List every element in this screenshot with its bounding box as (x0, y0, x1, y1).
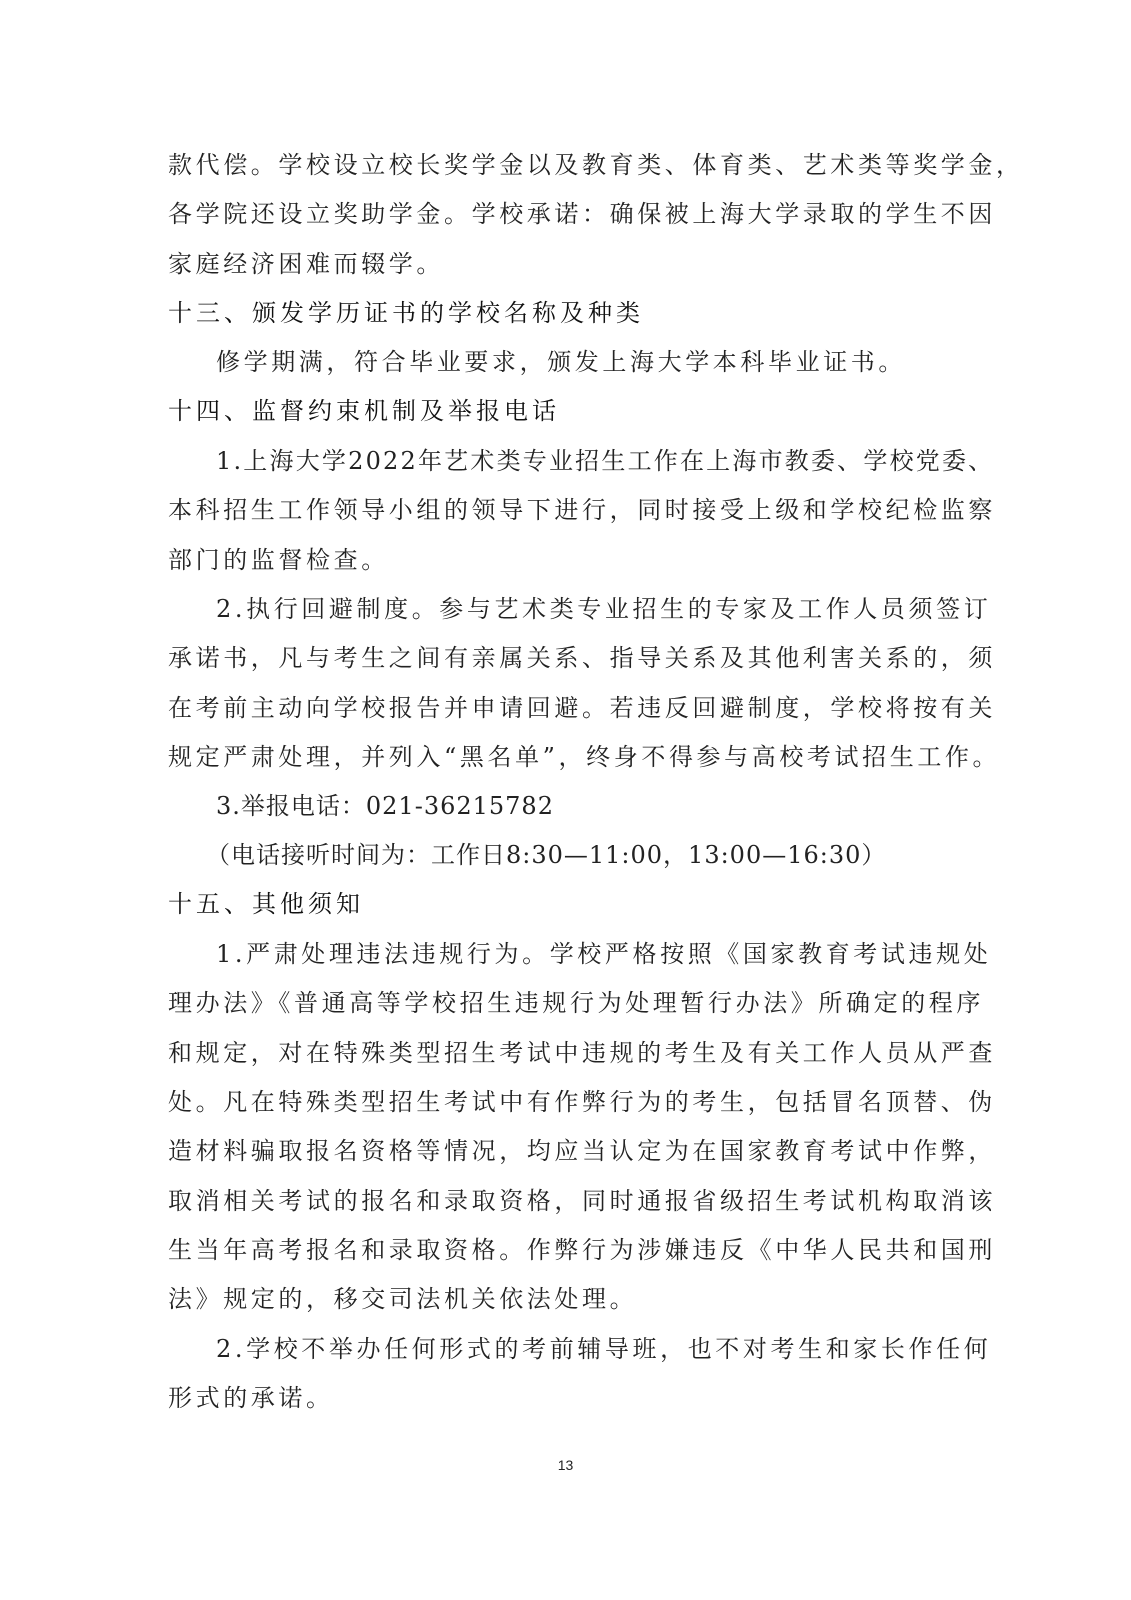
paragraph-line: 修学期满，符合毕业要求，颁发上海大学本科毕业证书。 (216, 348, 906, 376)
section-heading-13: 十三、颁发学历证书的学校名称及种类 (168, 299, 644, 327)
page-number: 13 (557, 1457, 574, 1473)
paragraph-line: 规定严肃处理，并列入“黑名单”，终身不得参与高校考试招生工作。 (168, 743, 1001, 771)
report-phone-line: 3.举报电话：021-36215782 (216, 792, 554, 820)
paragraph-line: 款代偿。学校设立校长奖学金以及教育类、体育类、艺术类等奖学金， (168, 151, 1024, 179)
paragraph-line: 家庭经济困难而辍学。 (168, 250, 444, 278)
paragraph-line: 1.严肃处理违法违规行为。学校严格按照《国家教育考试违规处 (216, 940, 992, 968)
paragraph-line: 承诺书，凡与考生之间有亲属关系、指导关系及其他利害关系的，须 (168, 644, 996, 672)
paragraph-line: 各学院还设立奖助学金。学校承诺：确保被上海大学录取的学生不因 (168, 200, 996, 228)
section-heading-15: 十五、其他须知 (168, 890, 364, 918)
paragraph-line: 形式的承诺。 (168, 1384, 334, 1412)
paragraph-line: 本科招生工作领导小组的领导下进行，同时接受上级和学校纪检监察 (168, 496, 996, 524)
paragraph-line: 1.上海大学2022年艺术类专业招生工作在上海市教委、学校党委、 (216, 447, 995, 475)
paragraph-line: 法》规定的，移交司法机关依法处理。 (168, 1285, 638, 1313)
paragraph-line: 部门的监督检查。 (168, 546, 389, 574)
paragraph-line: 理办法》《普通高等学校招生违规行为处理暂行办法》所确定的程序 (168, 989, 984, 1017)
paragraph-line: 生当年高考报名和录取资格。作弊行为涉嫌违反《中华人民共和国刑 (168, 1236, 996, 1264)
paragraph-line: 2.学校不举办任何形式的考前辅导班，也不对考生和家长作任何 (216, 1335, 992, 1363)
paragraph-line: 处。凡在特殊类型招生考试中有作弊行为的考生，包括冒名顶替、伪 (168, 1088, 996, 1116)
paragraph-line: 在考前主动向学校报告并申请回避。若违反回避制度，学校将按有关 (168, 694, 996, 722)
paragraph-line: 造材料骗取报名资格等情况，均应当认定为在国家教育考试中作弊， (168, 1137, 996, 1165)
paragraph-line: 取消相关考试的报名和录取资格，同时通报省级招生考试机构取消该 (168, 1187, 996, 1215)
paragraph-line: 和规定，对在特殊类型招生考试中违规的考生及有关工作人员从严查 (168, 1039, 996, 1067)
section-heading-14: 十四、监督约束机制及举报电话 (168, 397, 560, 425)
paragraph-line: 2.执行回避制度。参与艺术类专业招生的专家及工作人员须签订 (216, 595, 992, 623)
phone-hours-line: （电话接听时间为：工作日8:30—11:00，13:00—16:30） (206, 841, 887, 869)
